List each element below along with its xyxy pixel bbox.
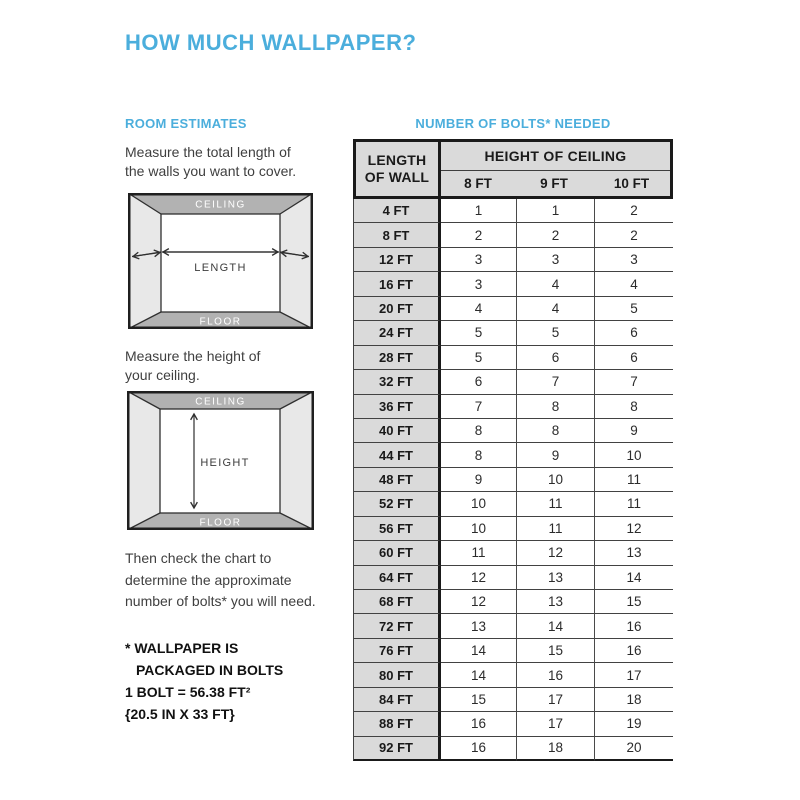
table-row bbox=[353, 541, 673, 565]
bolts-value-cell: 3 bbox=[441, 248, 517, 272]
bolts-value-cell: 13 bbox=[441, 614, 517, 638]
bolts-value-cell: 5 bbox=[441, 346, 517, 370]
wall-length-cell: 28 FT bbox=[353, 346, 441, 370]
table-row bbox=[353, 199, 673, 223]
instruction-line: determine the approximate bbox=[125, 571, 292, 588]
instruction-measure-height bbox=[125, 347, 260, 385]
length-label: LENGTH bbox=[194, 262, 247, 274]
table-row bbox=[353, 321, 673, 345]
left-wall-face bbox=[128, 193, 161, 329]
bolts-value-cell: 3 bbox=[517, 248, 595, 272]
wall-length-cell: 92 FT bbox=[353, 737, 441, 761]
bolts-value-cell: 6 bbox=[595, 346, 673, 370]
bolts-value-cell: 11 bbox=[517, 492, 595, 516]
bolts-value-cell: 8 bbox=[441, 419, 517, 443]
bolts-value-cell: 4 bbox=[517, 272, 595, 296]
bolts-value-cell: 16 bbox=[517, 663, 595, 687]
wall-length-cell: 36 FT bbox=[353, 395, 441, 419]
table-row bbox=[353, 614, 673, 638]
room-length-diagram bbox=[128, 193, 313, 329]
table-row bbox=[353, 223, 673, 247]
ceiling-header-group bbox=[441, 142, 670, 196]
bolt-area-spec: 1 BOLT = 56.38 FT² bbox=[125, 684, 251, 700]
wallpaper-bolts-footnote bbox=[125, 637, 283, 681]
wall-length-cell: 84 FT bbox=[353, 688, 441, 712]
right-wall-face bbox=[280, 391, 314, 530]
ceiling-height-columns bbox=[441, 171, 670, 196]
table-row bbox=[353, 737, 673, 761]
bolts-value-cell: 8 bbox=[517, 419, 595, 443]
ceiling-label: CEILING bbox=[195, 396, 246, 408]
table-row bbox=[353, 517, 673, 541]
bolts-value-cell: 12 bbox=[441, 566, 517, 590]
bolts-value-cell: 17 bbox=[595, 663, 673, 687]
instruction-check-chart bbox=[125, 548, 316, 613]
bolts-value-cell: 15 bbox=[595, 590, 673, 614]
bolts-value-cell: 14 bbox=[517, 614, 595, 638]
bolts-value-cell: 11 bbox=[595, 468, 673, 492]
length-of-wall-header bbox=[356, 142, 441, 196]
wall-length-cell: 72 FT bbox=[353, 614, 441, 638]
header-line: LENGTH bbox=[367, 152, 427, 168]
bolts-value-cell: 1 bbox=[517, 199, 595, 223]
table-row bbox=[353, 419, 673, 443]
bolts-value-cell: 14 bbox=[441, 639, 517, 663]
wall-length-cell: 32 FT bbox=[353, 370, 441, 394]
table-row bbox=[353, 712, 673, 736]
table-row bbox=[353, 590, 673, 614]
bolts-table bbox=[353, 139, 673, 761]
height-label: HEIGHT bbox=[200, 457, 250, 469]
bolts-value-cell: 6 bbox=[441, 370, 517, 394]
bolts-value-cell: 7 bbox=[517, 370, 595, 394]
wall-length-cell: 44 FT bbox=[353, 443, 441, 467]
bolts-value-cell: 2 bbox=[441, 223, 517, 247]
bolts-value-cell: 15 bbox=[441, 688, 517, 712]
bolts-value-cell: 3 bbox=[441, 272, 517, 296]
bolts-value-cell: 9 bbox=[595, 419, 673, 443]
bolts-value-cell: 7 bbox=[595, 370, 673, 394]
instruction-line: Measure the total length of bbox=[125, 144, 291, 160]
bolts-value-cell: 8 bbox=[441, 443, 517, 467]
table-row bbox=[353, 297, 673, 321]
right-wall-face bbox=[280, 193, 313, 329]
footnote-line: PACKAGED IN BOLTS bbox=[136, 662, 284, 678]
bolts-value-cell: 19 bbox=[595, 712, 673, 736]
table-row bbox=[353, 639, 673, 663]
page-title: HOW MUCH WALLPAPER? bbox=[125, 30, 417, 55]
bolts-value-cell: 11 bbox=[595, 492, 673, 516]
bolts-value-cell: 3 bbox=[595, 248, 673, 272]
height-of-ceiling-header: HEIGHT OF CEILING bbox=[441, 142, 670, 171]
bolts-value-cell: 7 bbox=[441, 395, 517, 419]
ceiling-label: CEILING bbox=[195, 199, 246, 211]
column-header-10ft: 10 FT bbox=[613, 176, 650, 191]
floor-label: FLOOR bbox=[199, 517, 242, 529]
wall-length-cell: 40 FT bbox=[353, 419, 441, 443]
bolts-value-cell: 2 bbox=[595, 223, 673, 247]
column-header-8ft: 8 FT bbox=[464, 176, 492, 191]
wall-length-cell: 8 FT bbox=[353, 223, 441, 247]
bolts-table-header bbox=[353, 139, 673, 199]
bolts-value-cell: 17 bbox=[517, 712, 595, 736]
bolts-value-cell: 13 bbox=[595, 541, 673, 565]
instruction-line: Then check the chart to bbox=[125, 550, 272, 566]
bolts-table-body bbox=[353, 199, 673, 761]
instruction-measure-length bbox=[125, 143, 296, 181]
bolts-value-cell: 13 bbox=[517, 566, 595, 590]
bolts-value-cell: 16 bbox=[441, 712, 517, 736]
footnote-line: * WALLPAPER IS bbox=[125, 640, 239, 656]
bolts-value-cell: 8 bbox=[595, 395, 673, 419]
bolts-value-cell: 17 bbox=[517, 688, 595, 712]
bolts-value-cell: 18 bbox=[595, 688, 673, 712]
left-wall-face bbox=[127, 391, 160, 530]
column-header-9ft: 9 FT bbox=[540, 176, 568, 191]
table-row bbox=[353, 370, 673, 394]
wall-length-cell: 52 FT bbox=[353, 492, 441, 516]
bolts-value-cell: 15 bbox=[517, 639, 595, 663]
table-row bbox=[353, 566, 673, 590]
instruction-line: Measure the height of bbox=[125, 348, 261, 364]
wall-length-cell: 4 FT bbox=[353, 199, 441, 223]
wall-length-cell: 16 FT bbox=[353, 272, 441, 296]
bolt-spec bbox=[125, 681, 250, 725]
bolts-value-cell: 12 bbox=[441, 590, 517, 614]
bolts-value-cell: 5 bbox=[595, 297, 673, 321]
header-line: OF WALL bbox=[364, 169, 430, 185]
wall-length-cell: 56 FT bbox=[353, 517, 441, 541]
bolts-value-cell: 5 bbox=[517, 321, 595, 345]
bolts-value-cell: 4 bbox=[441, 297, 517, 321]
bolts-value-cell: 12 bbox=[517, 541, 595, 565]
bolts-value-cell: 14 bbox=[595, 566, 673, 590]
wall-length-cell: 20 FT bbox=[353, 297, 441, 321]
room-height-diagram bbox=[127, 391, 314, 530]
wall-length-cell: 48 FT bbox=[353, 468, 441, 492]
bolts-value-cell: 2 bbox=[517, 223, 595, 247]
table-row bbox=[353, 688, 673, 712]
wall-length-cell: 24 FT bbox=[353, 321, 441, 345]
bolts-value-cell: 5 bbox=[441, 321, 517, 345]
bolts-value-cell: 4 bbox=[517, 297, 595, 321]
bolts-value-cell: 10 bbox=[517, 468, 595, 492]
bolts-value-cell: 9 bbox=[441, 468, 517, 492]
bolts-value-cell: 9 bbox=[517, 443, 595, 467]
wall-length-cell: 80 FT bbox=[353, 663, 441, 687]
bolts-value-cell: 11 bbox=[517, 517, 595, 541]
bolts-value-cell: 16 bbox=[441, 737, 517, 761]
table-row bbox=[353, 395, 673, 419]
table-row bbox=[353, 663, 673, 687]
bolt-dimensions: {20.5 IN X 33 FT} bbox=[125, 706, 235, 722]
wall-length-cell: 64 FT bbox=[353, 566, 441, 590]
room-estimates-heading: ROOM ESTIMATES bbox=[125, 116, 247, 131]
bolts-value-cell: 14 bbox=[441, 663, 517, 687]
bolts-value-cell: 10 bbox=[595, 443, 673, 467]
table-row bbox=[353, 272, 673, 296]
bolts-value-cell: 16 bbox=[595, 639, 673, 663]
bolts-value-cell: 4 bbox=[595, 272, 673, 296]
bolts-value-cell: 8 bbox=[517, 395, 595, 419]
bolts-value-cell: 1 bbox=[441, 199, 517, 223]
bolts-value-cell: 10 bbox=[441, 492, 517, 516]
bolts-value-cell: 10 bbox=[441, 517, 517, 541]
bolts-value-cell: 6 bbox=[595, 321, 673, 345]
wall-length-cell: 68 FT bbox=[353, 590, 441, 614]
bolts-value-cell: 11 bbox=[441, 541, 517, 565]
table-row bbox=[353, 468, 673, 492]
wall-length-cell: 12 FT bbox=[353, 248, 441, 272]
instruction-line: number of bolts* you will need. bbox=[125, 593, 316, 609]
table-row bbox=[353, 248, 673, 272]
instruction-line: your ceiling. bbox=[125, 367, 200, 383]
bolts-value-cell: 16 bbox=[595, 614, 673, 638]
table-row bbox=[353, 492, 673, 516]
wall-length-cell: 60 FT bbox=[353, 541, 441, 565]
bolts-value-cell: 6 bbox=[517, 346, 595, 370]
table-row bbox=[353, 346, 673, 370]
wall-length-cell: 76 FT bbox=[353, 639, 441, 663]
bolts-needed-heading: NUMBER OF BOLTS* NEEDED bbox=[415, 116, 611, 131]
instruction-line: the walls you want to cover. bbox=[125, 163, 297, 179]
wall-length-cell: 88 FT bbox=[353, 712, 441, 736]
bolts-value-cell: 2 bbox=[595, 199, 673, 223]
bolts-value-cell: 12 bbox=[595, 517, 673, 541]
table-row bbox=[353, 443, 673, 467]
bolts-value-cell: 13 bbox=[517, 590, 595, 614]
bolts-value-cell: 18 bbox=[517, 737, 595, 761]
bolts-value-cell: 20 bbox=[595, 737, 673, 761]
floor-label: FLOOR bbox=[199, 316, 242, 328]
